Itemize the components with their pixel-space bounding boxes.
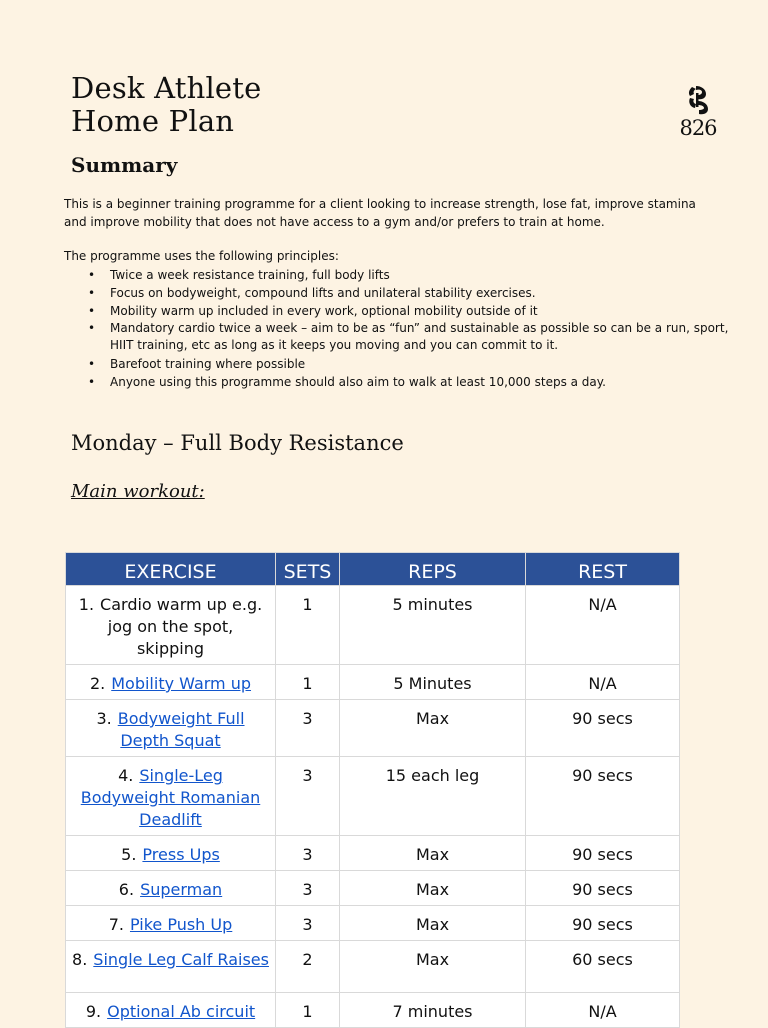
logo-text: 826 (679, 116, 717, 140)
rest-cell: N/A (526, 993, 680, 1028)
exercise-cell (66, 586, 276, 665)
monday-heading: Monday – Full Body Resistance (71, 431, 404, 455)
reps-cell: 7 minutes (340, 993, 526, 1028)
row-number: 2. (89, 674, 106, 693)
adinkra-symbol-icon (684, 84, 712, 116)
reps-cell: Max (340, 836, 526, 871)
sets-cell: 3 (276, 871, 340, 906)
row-number: 4. (118, 766, 134, 785)
row-number: 3. (96, 709, 112, 728)
row-number: 8. (72, 950, 88, 969)
principle-item: • Barefoot training where possible (110, 355, 750, 373)
summary-intro: This is a beginner training programme for a client looking to increase strength, lose fat, improve stamina and improve mobility that does not have access to a gym and/or prefers to train at home. (64, 197, 696, 229)
workout-table (65, 552, 680, 1028)
principle-item: • Anyone using this programme should also aim to walk at least 10,000 steps a day. (110, 373, 750, 391)
rest-cell: 90 secs (526, 871, 680, 906)
sets-cell: 3 (276, 906, 340, 941)
summary-heading: Summary (71, 153, 178, 177)
exercise-link-press-ups[interactable]: Press Ups (142, 845, 220, 864)
rest-cell: N/A (526, 586, 680, 665)
exercise-cell (66, 836, 276, 871)
rest-cell: 90 secs (526, 906, 680, 941)
sets-cell: 1 (276, 665, 340, 700)
exercise-cell (66, 665, 276, 700)
table-header-row (66, 553, 680, 586)
principle-item: • Mandatory cardio twice a week – aim to be as “fun” and sustainable as possible so can be a run, sport, HIIT training, etc as long as it keeps you moving and you can commit to it. (110, 320, 750, 354)
exercise-cell (66, 906, 276, 941)
main-workout-heading: Main workout: (71, 481, 205, 502)
table-row (66, 941, 680, 993)
document-title (71, 72, 262, 138)
table-row (66, 906, 680, 941)
exercise-link-full-depth-squat[interactable]: Bodyweight Full Depth Squat (117, 709, 245, 750)
column-header-reps: REPS (340, 553, 526, 586)
rest-cell: N/A (526, 665, 680, 700)
table-row (66, 871, 680, 906)
sets-cell: 1 (276, 586, 340, 665)
table-row (66, 993, 680, 1028)
sets-cell: 3 (276, 757, 340, 836)
principle-item: • Mobility warm up included in every work, optional mobility outside of it (110, 302, 750, 320)
exercise-cell (66, 700, 276, 757)
row-number: 5. (121, 845, 137, 864)
row-number: 9. (85, 1002, 102, 1021)
exercise-link-mobility-warm-up[interactable]: Mobility Warm up (111, 674, 252, 693)
exercise-link-calf-raises[interactable]: Single Leg Calf Raises (93, 950, 269, 969)
exercise-link-superman[interactable]: Superman (140, 880, 223, 899)
reps-cell: 5 Minutes (340, 665, 526, 700)
reps-cell: 15 each leg (340, 757, 526, 836)
principles-intro: The programme uses the following principles: (64, 249, 339, 263)
table-row (66, 757, 680, 836)
rest-cell: 90 secs (526, 836, 680, 871)
table-row (66, 586, 680, 665)
exercise-cell (66, 993, 276, 1028)
sets-cell: 1 (276, 993, 340, 1028)
exercise-link-ab-circuit[interactable]: Optional Ab circuit (107, 1002, 256, 1021)
sets-cell: 3 (276, 700, 340, 757)
title-line-2: Home Plan (71, 104, 235, 138)
principle-item: • Twice a week resistance training, full body lifts (110, 266, 750, 284)
exercise-link-pike-push-up[interactable]: Pike Push Up (129, 915, 233, 934)
column-header-sets: SETS (276, 553, 340, 586)
exercise-name: Cardio warm up e.g. jog on the spot, skipping (100, 595, 263, 658)
column-header-exercise: EXERCISE (66, 553, 276, 586)
brand-logo (676, 84, 720, 150)
title-line-1: Desk Athlete (71, 71, 262, 105)
reps-cell: Max (340, 871, 526, 906)
rest-cell: 90 secs (526, 700, 680, 757)
exercise-cell (66, 871, 276, 906)
reps-cell: Max (340, 906, 526, 941)
row-number: 7. (108, 915, 124, 934)
reps-cell: Max (340, 700, 526, 757)
principles-list (64, 266, 750, 391)
reps-cell: 5 minutes (340, 586, 526, 665)
row-number: 1. (78, 595, 95, 614)
table-row (66, 665, 680, 700)
row-number: 6. (118, 880, 135, 899)
column-header-rest: REST (526, 553, 680, 586)
rest-cell: 60 secs (526, 941, 680, 993)
principle-item: • Focus on bodyweight, compound lifts and unilateral stability exercises. (110, 284, 750, 302)
sets-cell: 2 (276, 941, 340, 993)
rest-cell: 90 secs (526, 757, 680, 836)
reps-cell: Max (340, 941, 526, 993)
exercise-link-romanian-deadlift[interactable]: Single-Leg Bodyweight Romanian Deadlift (80, 766, 261, 829)
exercise-cell (66, 941, 276, 993)
table-row (66, 700, 680, 757)
sets-cell: 3 (276, 836, 340, 871)
exercise-cell (66, 757, 276, 836)
table-row (66, 836, 680, 871)
